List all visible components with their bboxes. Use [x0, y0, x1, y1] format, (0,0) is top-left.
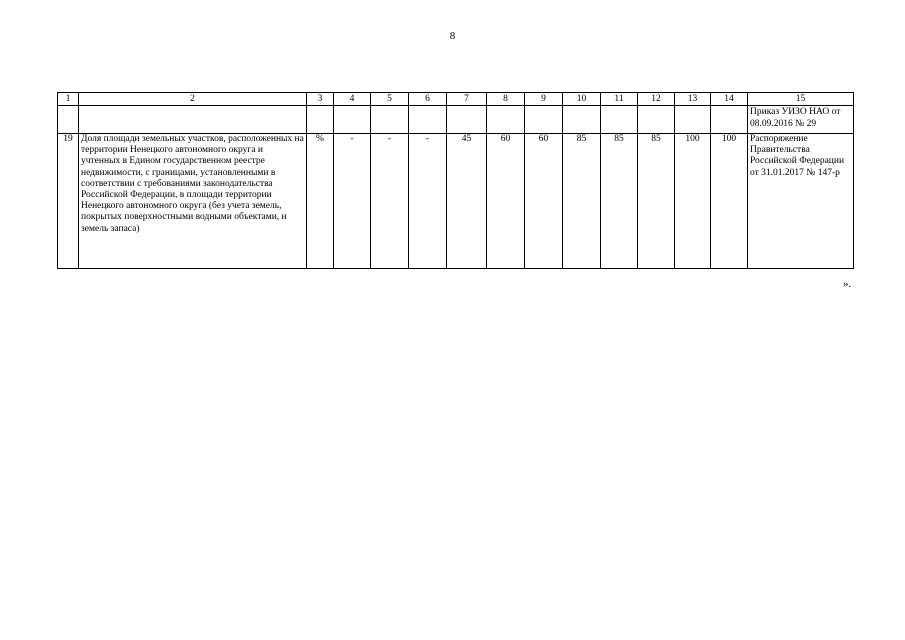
value-cell: 85: [563, 134, 601, 269]
header-cell: 1: [58, 93, 79, 106]
row-number: 19: [58, 134, 79, 269]
header-cell: 14: [711, 93, 748, 106]
header-cell: 12: [638, 93, 675, 106]
header-cell: 5: [371, 93, 409, 106]
table-row: [58, 106, 854, 134]
empty-cell: [58, 106, 79, 134]
empty-cell: [409, 106, 447, 134]
indicator-description: Доля площади земельных участков, расположенных на территории Ненецкого автономного округа и учтенных в Едином государственном реестре недвижимости, с границами, установленными в соответствии с требованиями законодательства Российской Федерации, в площади территории Ненецкого автономного округа (без учета земель, покрытых поверхностными водными объектами, и земель запаса): [79, 134, 307, 269]
empty-cell: [371, 106, 409, 134]
empty-cell: [711, 106, 748, 134]
value-cell: 60: [525, 134, 563, 269]
value-cell: 45: [447, 134, 487, 269]
header-cell: 3: [307, 93, 334, 106]
header-cell: 6: [409, 93, 447, 106]
value-cell: 60: [487, 134, 525, 269]
value-cell: 100: [675, 134, 711, 269]
value-cell: 85: [638, 134, 675, 269]
empty-cell: [638, 106, 675, 134]
source-document: Приказ УИЗО НАО от 08.09.2016 № 29: [750, 107, 841, 129]
empty-cell: [601, 106, 638, 134]
empty-cell: [79, 106, 307, 134]
value-cell: 85: [601, 134, 638, 269]
empty-cell: [563, 106, 601, 134]
header-cell: 7: [447, 93, 487, 106]
indicator-table: [57, 92, 854, 269]
unit-cell: %: [307, 134, 334, 269]
empty-cell: [334, 106, 371, 134]
empty-cell: [487, 106, 525, 134]
header-cell: 13: [675, 93, 711, 106]
empty-cell: [525, 106, 563, 134]
header-row: [58, 93, 854, 106]
header-cell: 4: [334, 93, 371, 106]
closing-quote: ».: [843, 278, 852, 290]
value-cell: -: [371, 134, 409, 269]
page-number: 8: [449, 30, 456, 42]
table-row: [58, 134, 854, 269]
header-cell: 2: [79, 93, 307, 106]
value-cell: -: [409, 134, 447, 269]
header-cell: 15: [748, 93, 854, 106]
empty-cell: [307, 106, 334, 134]
empty-cell: [447, 106, 487, 134]
empty-cell: [675, 106, 711, 134]
header-cell: 9: [525, 93, 563, 106]
value-cell: -: [334, 134, 371, 269]
header-cell: 11: [601, 93, 638, 106]
header-cell: 8: [487, 93, 525, 106]
source-cell: Распоряжение Правительства Российской Федерации от 31.01.2017 № 147-р: [748, 134, 854, 269]
value-cell: 100: [711, 134, 748, 269]
header-cell: 10: [563, 93, 601, 106]
source-cell: [748, 106, 854, 134]
